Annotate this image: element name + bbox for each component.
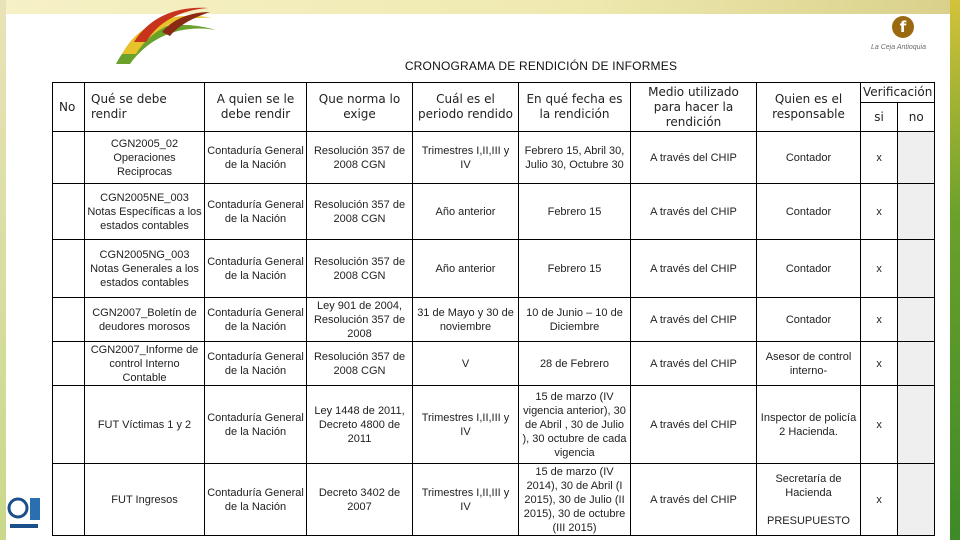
header-responsable: Quien es el responsable [757, 83, 861, 132]
row-si: x [861, 464, 898, 536]
row-no-check [898, 386, 935, 464]
row-quien: Contaduría General de la Nación [205, 298, 307, 342]
row-periodo: Año anterior [413, 184, 519, 240]
row-medio: A través del CHIP [631, 240, 757, 298]
row-no-check [898, 298, 935, 342]
row-no [53, 386, 85, 464]
row-periodo: Trimestres I,II,III y IV [413, 464, 519, 536]
row-no [53, 240, 85, 298]
header-fecha: En qué fecha es la rendición [519, 83, 631, 132]
row-periodo: Trimestres I,II,III y IV [413, 132, 519, 184]
row-no-check [898, 184, 935, 240]
row-periodo: Trimestres I,II,III y IV [413, 386, 519, 464]
row-quien: Contaduría General de la Nación [205, 132, 307, 184]
row-periodo: V [413, 342, 519, 386]
row-responsable: Contador [757, 298, 861, 342]
row-que: FUT Víctimas 1 y 2 [85, 386, 205, 464]
row-no-check [898, 132, 935, 184]
row-norma: Resolución 357 de 2008 CGN [307, 240, 413, 298]
page-title: CRONOGRAMA DE RENDICIÓN DE INFORMES [404, 59, 678, 73]
row-responsable: Secretaría de Hacienda [775, 472, 842, 499]
quality-certification-icon [6, 492, 42, 532]
row-responsable-cell [757, 464, 861, 536]
row-fecha: 15 de marzo (IV 2014), 30 de Abril (I 2015), 30 de Julio (II 2015), 30 de octubre (III 2015) [519, 464, 631, 536]
row-no [53, 184, 85, 240]
header-quien: A quien se le debe rendir [205, 83, 307, 132]
row-fecha: 28 de Febrero [519, 342, 631, 386]
row-si: x [861, 184, 898, 240]
right-frame [950, 0, 960, 540]
table-row [53, 342, 935, 386]
row-no [53, 342, 85, 386]
row-si: x [861, 298, 898, 342]
left-frame [0, 0, 6, 540]
row-norma: Decreto 3402 de 2007 [307, 464, 413, 536]
row-no [53, 132, 85, 184]
row-quien: Contaduría General de la Nación [205, 386, 307, 464]
row-medio: A través del CHIP [631, 342, 757, 386]
row-fecha: Febrero 15 [519, 240, 631, 298]
row-que: CGN2005_02 Operaciones Reciprocas [85, 132, 205, 184]
row-que: CGN2005NE_003 Notas Específicas a los estados contables [85, 184, 205, 240]
row-no-check [898, 240, 935, 298]
row-medio: A través del CHIP [631, 386, 757, 464]
row-norma: Ley 1448 de 2011, Decreto 4800 de 2011 [307, 386, 413, 464]
row-no [53, 464, 85, 536]
row-norma: Resolución 357 de 2008 CGN [307, 342, 413, 386]
facebook-icon[interactable]: f [892, 16, 914, 38]
row-quien: Contaduría General de la Nación [205, 342, 307, 386]
table-row [53, 386, 935, 464]
row-si: x [861, 386, 898, 464]
row-fecha: Febrero 15 [519, 184, 631, 240]
row-no-check [898, 464, 935, 536]
row-medio: A través del CHIP [631, 298, 757, 342]
header-verificacion: Verificación [861, 83, 935, 103]
row-medio: A través del CHIP [631, 464, 757, 536]
row-que: CGN2005NG_003 Notas Generales a los estados contables [85, 240, 205, 298]
row-norma: Ley 901 de 2004, Resolución 357 de 2008 [307, 298, 413, 342]
row-norma: Resolución 357 de 2008 CGN [307, 132, 413, 184]
row-quien: Contaduría General de la Nación [205, 464, 307, 536]
row-responsable: Contador [757, 184, 861, 240]
row-fecha: 10 de Junio – 10 de Diciembre [519, 298, 631, 342]
row-fecha: Febrero 15, Abril 30, Julio 30, Octubre 30 [519, 132, 631, 184]
row-medio: A través del CHIP [631, 184, 757, 240]
header-si: si [861, 103, 898, 132]
row-si: x [861, 132, 898, 184]
header-periodo: Cuál es el periodo rendido [413, 83, 519, 132]
brand-label: La Ceja Antioquia [871, 44, 927, 51]
table-row [53, 298, 935, 342]
row-si: x [861, 240, 898, 298]
header-medio: Medio utilizado para hacer la rendición [631, 83, 757, 132]
row-que: CGN2007_Boletín de deudores morosos [85, 298, 205, 342]
row-fecha: 15 de marzo (IV vigencia anterior), 30 de Abril , 30 de Julio ), 30 octubre de cada vigencia [519, 386, 631, 464]
table-row [53, 184, 935, 240]
table-row [53, 464, 935, 536]
row-no [53, 298, 85, 342]
row-periodo: 31 de Mayo y 30 de noviembre [413, 298, 519, 342]
row-que: CGN2007_Informe de control Interno Contable [85, 342, 205, 386]
row-periodo: Año anterior [413, 240, 519, 298]
header-norma: Que norma lo exige [307, 83, 413, 132]
row-quien: Contaduría General de la Nación [205, 184, 307, 240]
row-que: FUT Ingresos [85, 464, 205, 536]
row-si: x [861, 342, 898, 386]
header-no: No [53, 83, 85, 132]
row-norma: Resolución 357 de 2008 CGN [307, 184, 413, 240]
row-quien: Contaduría General de la Nación [205, 240, 307, 298]
table-row [53, 240, 935, 298]
row-medio: A través del CHIP [631, 132, 757, 184]
row-responsable: Contador [757, 132, 861, 184]
row-no-check [898, 342, 935, 386]
schedule-table [52, 82, 935, 536]
header-que: Qué se debe rendir [85, 83, 205, 132]
row-responsable-extra: PRESUPUESTO [767, 514, 850, 527]
row-responsable: Inspector de policía 2 Hacienda. [757, 386, 861, 464]
header-no-col: no [898, 103, 935, 132]
row-responsable: Contador [757, 240, 861, 298]
row-responsable: Asesor de control interno- [757, 342, 861, 386]
table-row [53, 132, 935, 184]
